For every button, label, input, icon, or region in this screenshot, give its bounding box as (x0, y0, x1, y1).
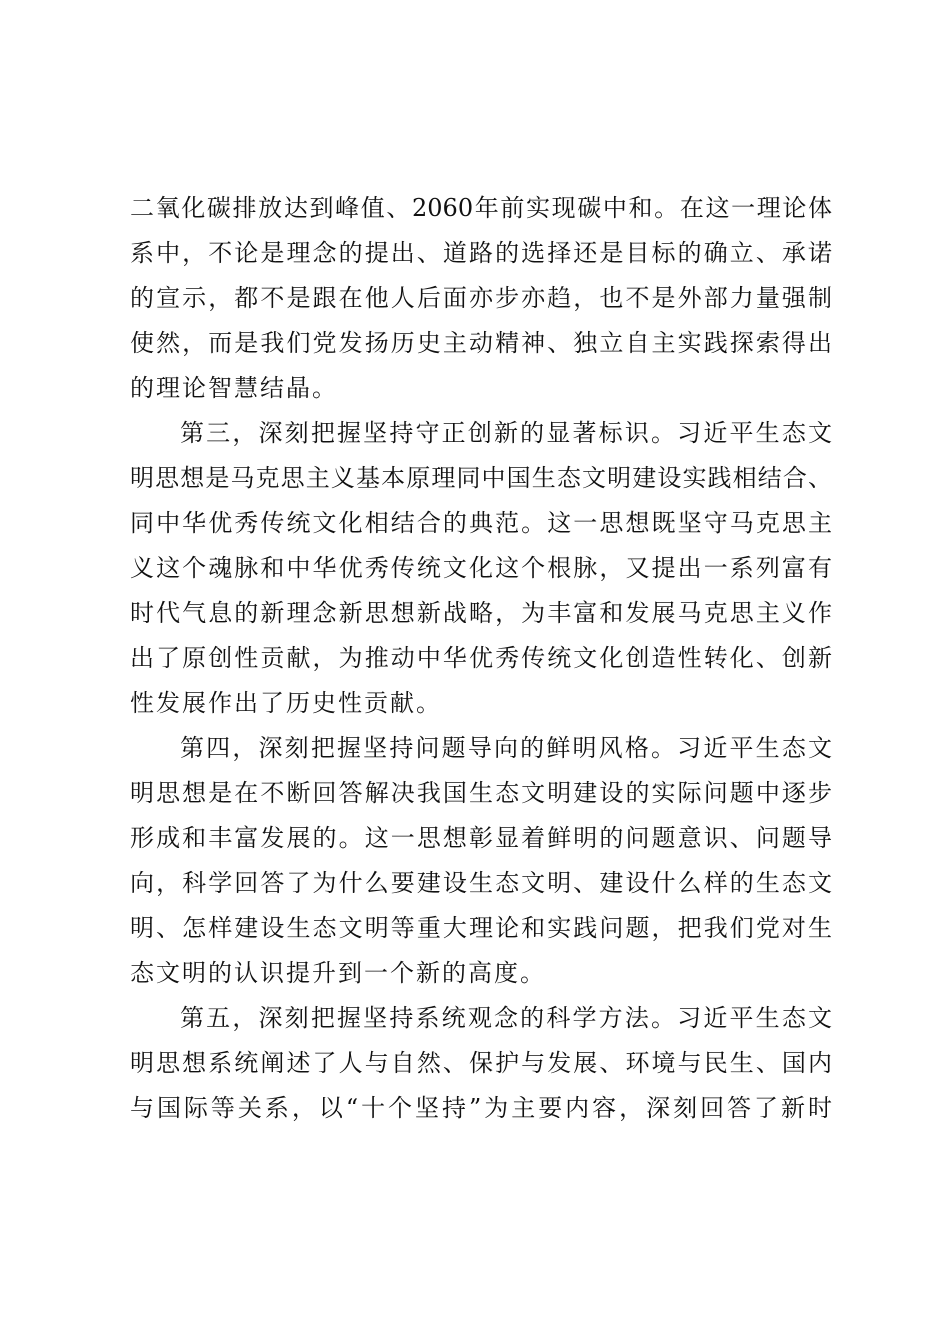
text-line: 出了原创性贡献，为推动中华优秀传统文化创造性转化、创新 (130, 644, 832, 672)
paragraph (130, 726, 832, 996)
paragraph (130, 411, 832, 726)
text-line: 使然，而是我们党发扬历史主动精神、独立自主实践探索得出 (130, 329, 832, 357)
text-line: 的宣示，都不是跟在他人后面亦步亦趋，也不是外部力量强制 (130, 284, 832, 312)
text-line: 的理论智慧结晶。 (130, 374, 338, 402)
text-line: 第四，深刻把握坚持问题导向的鲜明风格。习近平生态文 (180, 734, 832, 762)
text-line: 性发展作出了历史性贡献。 (130, 689, 442, 717)
paragraph (130, 186, 832, 411)
text-line: 第三，深刻把握坚持守正创新的显著标识。习近平生态文 (180, 419, 832, 447)
text-line: 第五，深刻把握坚持系统观念的科学方法。习近平生态文 (180, 1004, 832, 1032)
text-line: 明思想是在不断回答解决我国生态文明建设的实际问题中逐步 (130, 779, 832, 807)
text-line: 与国际等关系，以“十个坚持”为主要内容，深刻回答了新时 (130, 1094, 832, 1122)
text-line: 同中华优秀传统文化相结合的典范。这一思想既坚守马克思主 (130, 509, 832, 537)
text-line: 明思想是马克思主义基本原理同中国生态文明建设实践相结合、 (130, 464, 832, 492)
text-line: 明思想系统阐述了人与自然、保护与发展、环境与民生、国内 (130, 1049, 832, 1077)
paragraph (130, 996, 832, 1131)
text-line: 形成和丰富发展的。这一思想彰显着鲜明的问题意识、问题导 (130, 824, 832, 852)
text-line: 向，科学回答了为什么要建设生态文明、建设什么样的生态文 (130, 869, 832, 897)
text-line: 明、怎样建设生态文明等重大理论和实践问题，把我们党对生 (130, 914, 832, 942)
text-line: 态文明的认识提升到一个新的高度。 (130, 959, 546, 987)
document-page (130, 186, 832, 1131)
text-line: 系中，不论是理念的提出、道路的选择还是目标的确立、承诺 (130, 239, 832, 267)
text-line: 时代气息的新理念新思想新战略，为丰富和发展马克思主义作 (130, 599, 832, 627)
text-line: 义这个魂脉和中华优秀传统文化这个根脉，又提出一系列富有 (130, 554, 832, 582)
text-line: 二氧化碳排放达到峰值、2060年前实现碳中和。在这一理论体 (130, 194, 832, 222)
